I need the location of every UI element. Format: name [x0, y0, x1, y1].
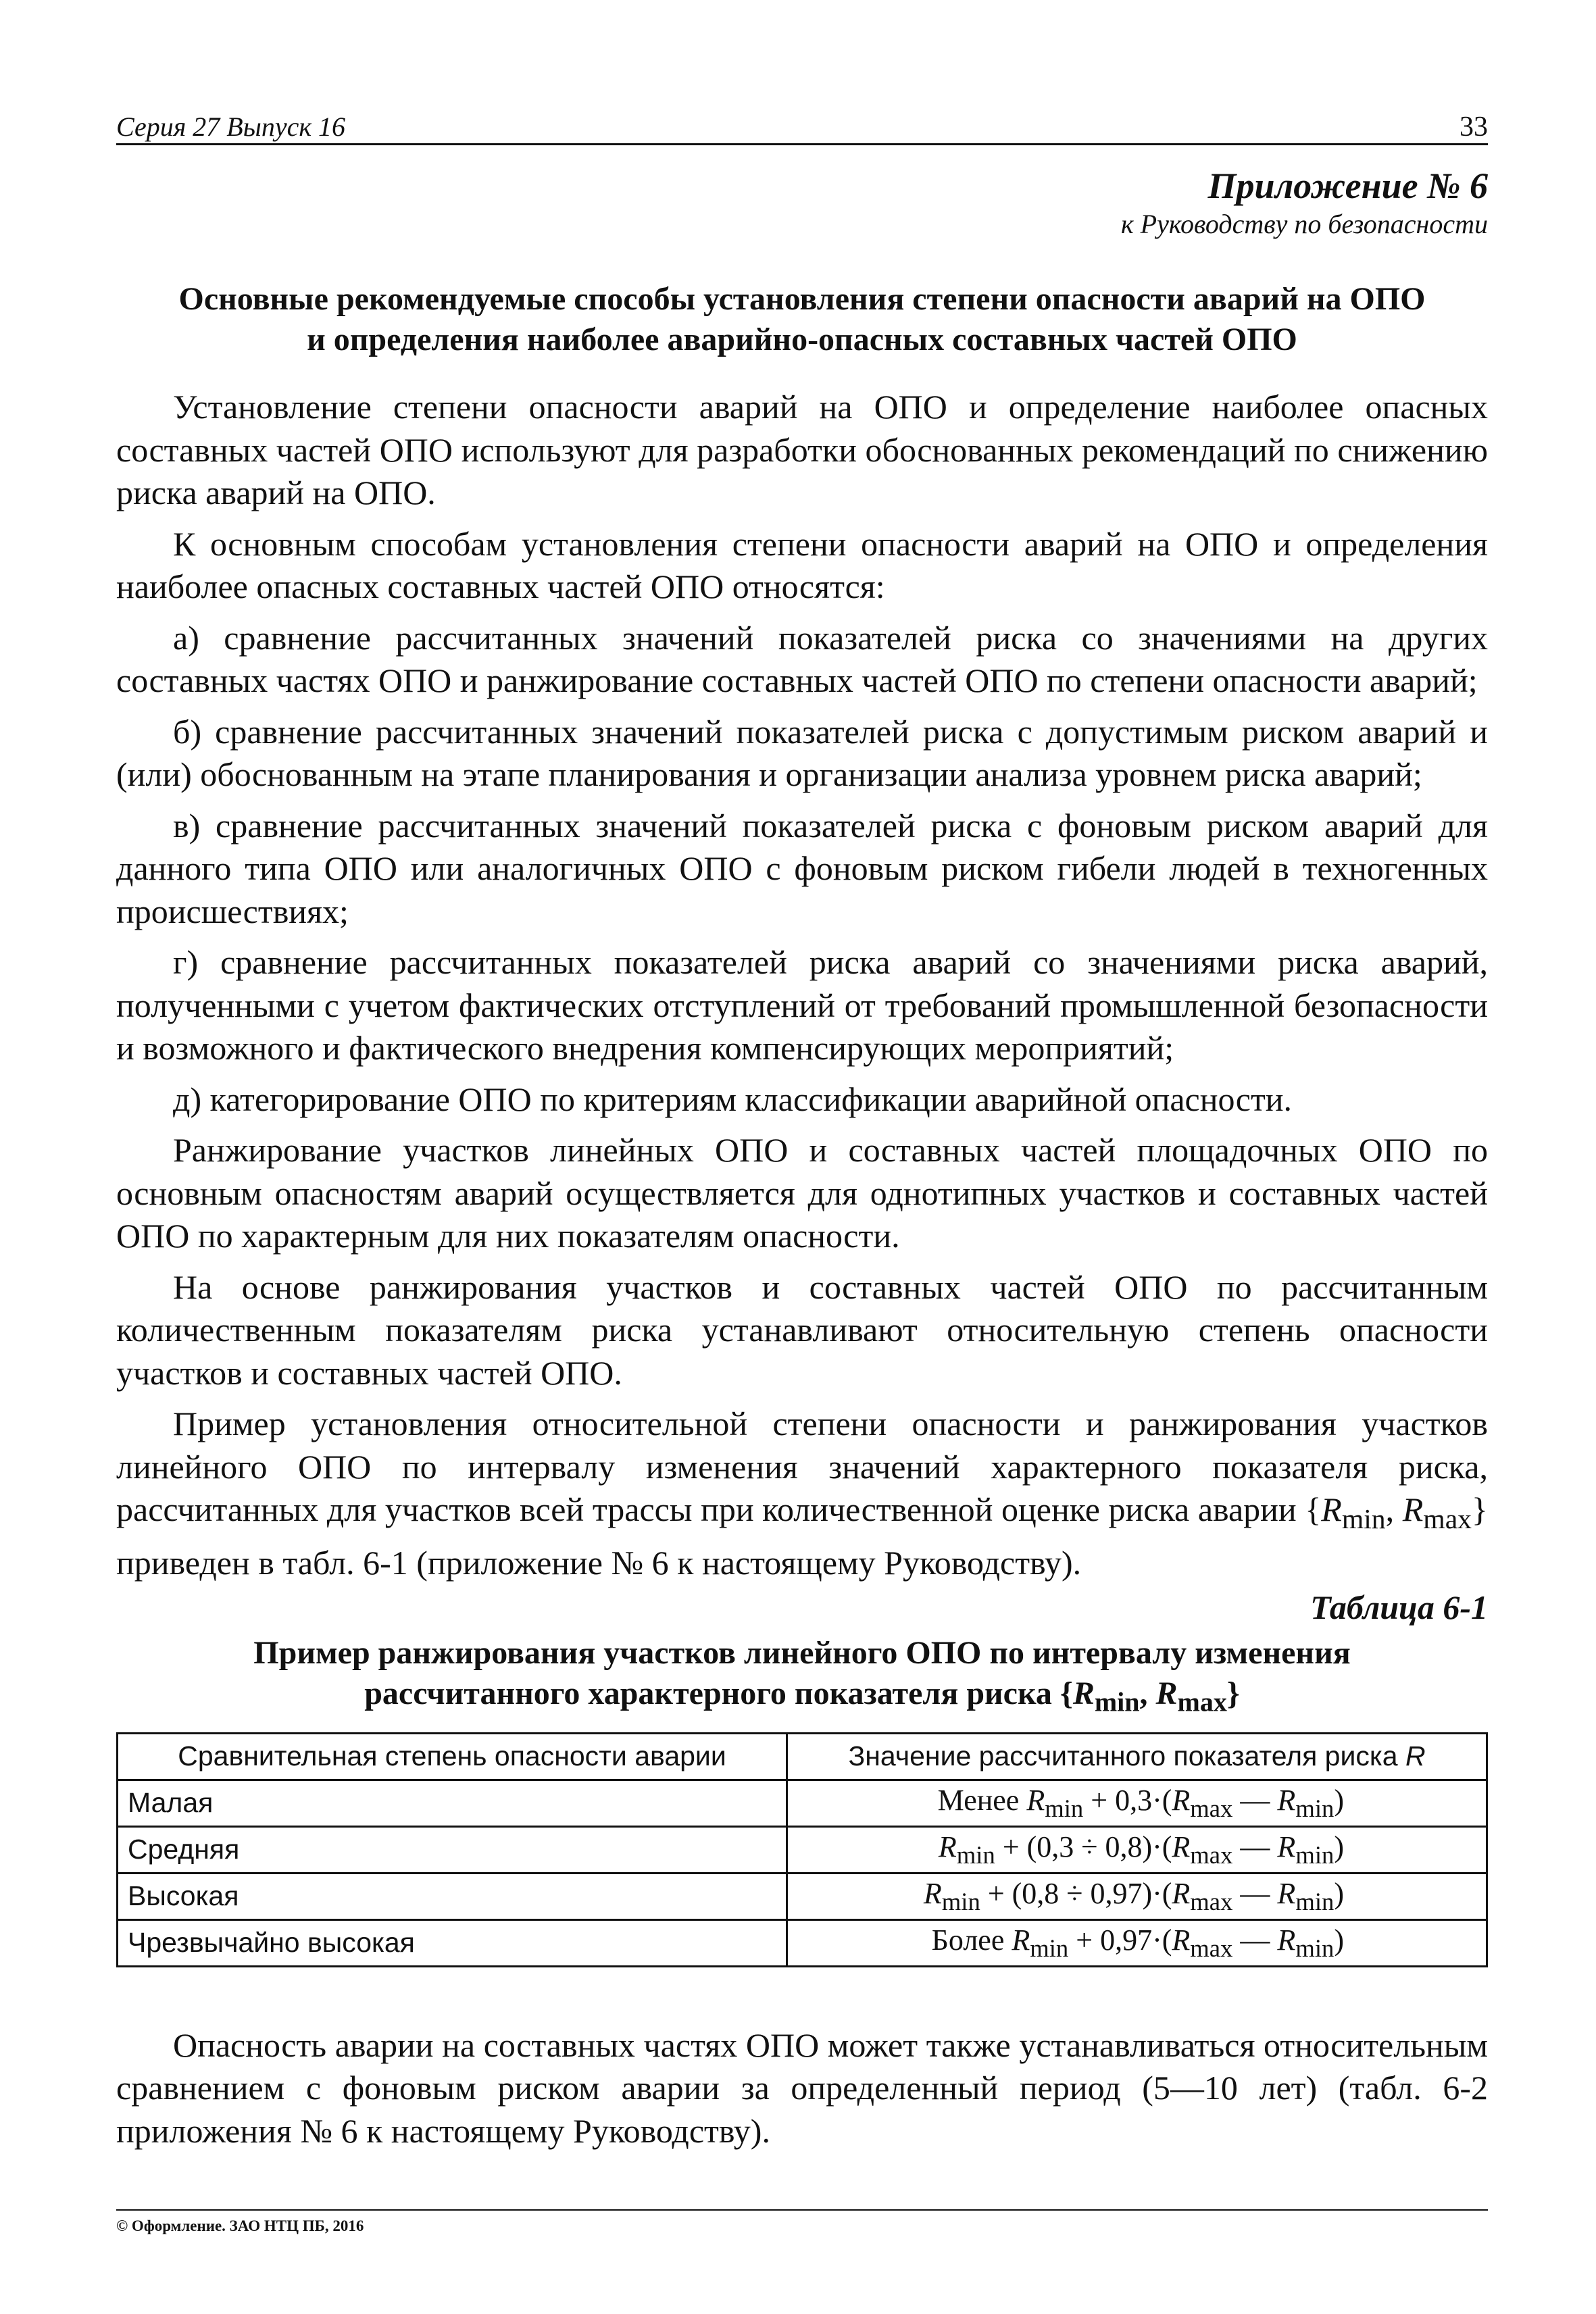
column-header-value: Значение рассчитанного показателя риска R — [787, 1733, 1487, 1780]
running-header — [116, 101, 1488, 145]
list-item-b: б) сравнение рассчитанных значений показателей риска с допустимым риском аварий и (или) обоснованным на этапе планирования и организации анализа уровнем риска аварий; — [116, 712, 1488, 793]
table-row — [118, 1826, 1487, 1873]
paragraph-example — [116, 1403, 1488, 1584]
table-title-line-1: Пример ранжирования участков линейного ОПО по интервалу изменения — [253, 1635, 1351, 1671]
risk-interval: {$R_{min}$, $R_{max}$} — [1305, 1490, 1489, 1535]
section-heading-line-1: Основные рекомендуемые способы установления степени опасности аварий на ОПО — [178, 281, 1426, 317]
risk-formula: $R_{min} + (0,8 \div 0,97)\cdot(R_{max}$ — $R_{min}$) — [787, 1873, 1487, 1919]
paragraph-ranking: Ранжирование участков линейных ОПО и составных частей площадочных ОПО по основным опасностям аварий осуществляется для однотипных участков и составных частей ОПО по характерным для них показателям опасности. — [116, 1131, 1488, 1255]
list-item-v: в) сравнение рассчитанных значений показателей риска с фоновым риском аварий для данного типа ОПО или аналогичных ОПО с фоновым риском гибели людей в техногенных происшествиях; — [116, 806, 1488, 930]
list-item-d: д) категорирование ОПО по критериям классификации аварийной опасности. — [173, 1080, 1293, 1118]
paragraph-methods: К основным способам установления степени опасности аварий на ОПО и определения наиболее опасных составных частей ОПО относятся: — [116, 524, 1488, 605]
paragraph-example-text: Пример установления относительной степени опасности и ранжирования участков линейного ОПО по интервалу изменения значений характерного показателя риска, рассчитанных для участков всей трассы при количественной оценке риска аварии — [116, 1405, 1488, 1528]
table-header-row — [118, 1733, 1487, 1780]
table-title-line-2: рассчитанного характерного показателя риска {$R_{min}$, $R_{max}$} — [364, 1676, 1240, 1717]
footer-copyright: © Оформление. ЗАО НТЦ ПБ, 2016 — [116, 2209, 1488, 2235]
list-item-a: а) сравнение рассчитанных значений показателей риска со значениями на других составных частях ОПО и ранжирование составных частей ОПО по степени опасности аварий; — [116, 618, 1488, 699]
section-heading-line-2: и определения наиболее аварийно-опасных составных частей ОПО — [307, 322, 1297, 357]
risk-formula: Более $R_{min} + 0,97\cdot(R_{max}$ — $R_{min}$) — [787, 1919, 1487, 1966]
paragraph-background-risk: Опасность аварии на составных частях ОПО может также устанавливаться относительным сравнением с фоновым риском аварии за определенный период (5—10 лет) (табл. 6-2 приложения № 6 к настоящему Руководству). — [116, 2026, 1488, 2150]
document-page — [116, 101, 1488, 2153]
hazard-level: Средняя — [118, 1826, 787, 1873]
appendix-block — [116, 164, 1488, 241]
risk-formula: Менее $R_{min} + 0,3\cdot(R_{max}$ — $R_{min}$) — [787, 1780, 1487, 1826]
paragraph-intro: Установление степени опасности аварий на ОПО и определение наиболее опасных составных частей ОПО используют для разработки обоснованных рекомендаций по снижению риска аварий на ОПО. — [116, 388, 1488, 511]
paragraph-relative-degree: На основе ранжирования участков и составных частей ОПО по рассчитанным количественным показателям риска устанавливают относительную степень опасности участков и составных частей ОПО. — [116, 1267, 1488, 1392]
hazard-level: Чрезвычайно высокая — [118, 1919, 787, 1966]
column-header-degree: Сравнительная степень опасности аварии — [118, 1733, 787, 1780]
table-title — [116, 1633, 1488, 1723]
page-number: 33 — [1460, 111, 1488, 143]
appendix-subtitle: к Руководству по безопасности — [1120, 209, 1488, 239]
section-heading — [116, 279, 1488, 360]
hazard-level: Малая — [118, 1780, 787, 1826]
ranking-table — [116, 1732, 1488, 1967]
risk-formula: $R_{min} + (0,3 \div 0,8)\cdot(R_{max}$ — $R_{min}$) — [787, 1826, 1487, 1873]
table-row — [118, 1919, 1487, 1966]
appendix-title: Приложение № 6 — [1207, 166, 1488, 206]
table-label: Таблица 6-1 — [1310, 1588, 1488, 1626]
list-item-g: г) сравнение рассчитанных показателей риска аварий со значениями риска аварий, полученными с учетом фактических отступлений от требований промышленной безопасности и возможного и фактического внедрения компенсирующих мероприятий; — [116, 943, 1488, 1067]
series-label: Серия 27 Выпуск 16 — [116, 111, 346, 142]
hazard-level: Высокая — [118, 1873, 787, 1919]
table-row — [118, 1873, 1487, 1919]
paragraph-example-tail: приведен в табл. 6-1 (приложение № 6 к настоящему Руководству). — [116, 1543, 1082, 1582]
table-row — [118, 1780, 1487, 1826]
